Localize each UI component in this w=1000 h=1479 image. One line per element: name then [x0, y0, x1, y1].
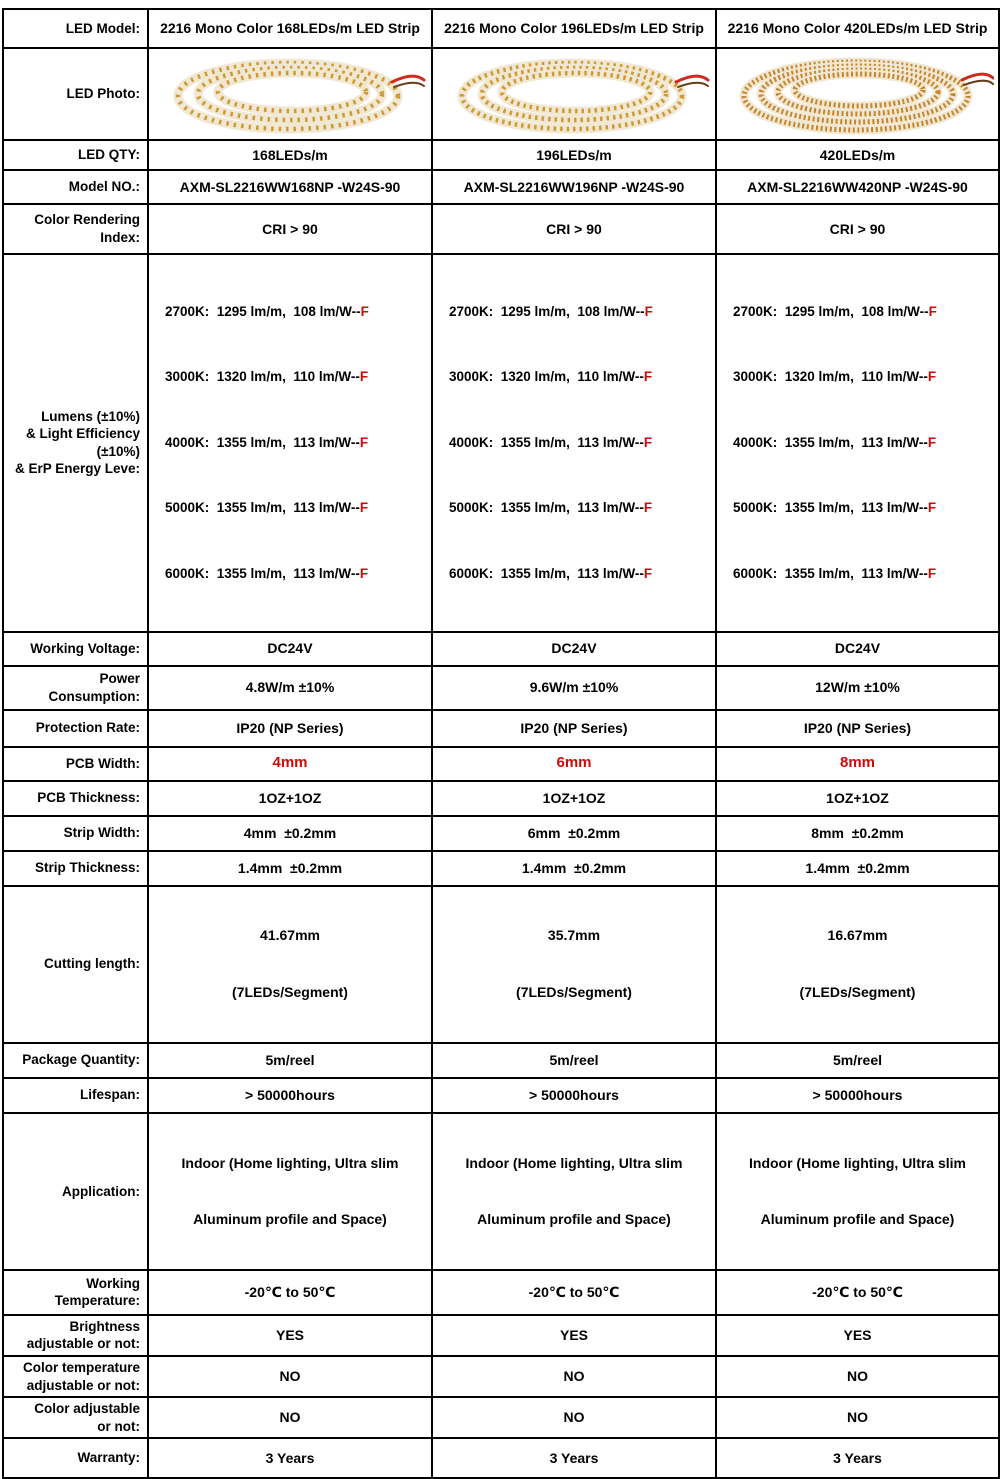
row-model-no [3, 170, 999, 204]
led-qty-col3: 420LEDs/m [716, 140, 999, 170]
label-application: Application: [3, 1113, 148, 1270]
row-warranty [3, 1438, 999, 1478]
row-voltage [3, 632, 999, 666]
row-cutting [3, 886, 999, 1043]
lumen-line: 2700K: 1295 lm/m, 108 lm/W--F [733, 303, 937, 319]
pcb-thickness-col1: 1OZ+1OZ [148, 781, 432, 816]
package-col1: 5m/reel [148, 1043, 432, 1078]
cutting-segment: (7LEDs/Segment) [232, 984, 348, 1001]
working-temp-col2: -20℃ to 50℃ [432, 1270, 716, 1315]
row-led-photo [3, 48, 999, 140]
label-strip-thickness: Strip Thickness: [3, 851, 148, 886]
row-color-temp-adjustable [3, 1356, 999, 1397]
cutting-col1 [148, 886, 432, 1043]
cutting-value: 16.67mm [827, 927, 888, 944]
color-temp-col3: NO [716, 1356, 999, 1397]
photo-col2 [432, 48, 716, 140]
application-col1 [148, 1113, 432, 1270]
color-adj-col3: NO [716, 1397, 999, 1438]
label-lumens-line4: & ErP Energy Leve: [14, 461, 140, 477]
strip-thickness-col1: 1.4mm ±0.2mm [148, 851, 432, 886]
strip-thickness-col2: 1.4mm ±0.2mm [432, 851, 716, 886]
brightness-col2: YES [432, 1315, 716, 1356]
protection-col2: IP20 (NP Series) [432, 710, 716, 747]
lumen-line: 2700K: 1295 lm/m, 108 lm/W--F [165, 303, 369, 319]
application-line2: Aluminum profile and Space) [477, 1211, 671, 1228]
warranty-col2: 3 Years [432, 1438, 716, 1478]
label-brightness-adjustable [3, 1315, 148, 1356]
row-led-qty [3, 140, 999, 170]
cutting-col3 [716, 886, 999, 1043]
spec-table [2, 8, 1000, 1479]
photo-col3 [716, 48, 999, 140]
color-temp-col2: NO [432, 1356, 716, 1397]
lifespan-col1: > 50000hours [148, 1078, 432, 1113]
row-power [3, 666, 999, 710]
model-no-col3: AXM-SL2216WW420NP -W24S-90 [716, 170, 999, 204]
model-no-col1: AXM-SL2216WW168NP -W24S-90 [148, 170, 432, 204]
strip-width-col3: 8mm ±0.2mm [716, 816, 999, 851]
power-col3: 12W/m ±10% [716, 666, 999, 710]
strip-width-col1: 4mm ±0.2mm [148, 816, 432, 851]
lumen-line: 4000K: 1355 lm/m, 113 lm/W--F [733, 434, 937, 450]
label-lumens-line2: & Light Efficiency [25, 426, 140, 442]
row-lumens [3, 254, 999, 632]
label-color-temp-line2: adjustable or not: [26, 1377, 140, 1393]
model-no-col2: AXM-SL2216WW196NP -W24S-90 [432, 170, 716, 204]
label-lumens-line1: Lumens (±10%) [41, 408, 140, 424]
row-lifespan [3, 1078, 999, 1113]
label-brightness-line1: Brightness [69, 1318, 140, 1334]
row-led-model [3, 9, 999, 48]
row-application [3, 1113, 999, 1270]
led-qty-col1: 168LEDs/m [148, 140, 432, 170]
package-col2: 5m/reel [432, 1043, 716, 1078]
lifespan-col3: > 50000hours [716, 1078, 999, 1113]
label-model-no: Model NO.: [3, 170, 148, 204]
lumen-line: 5000K: 1355 lm/m, 113 lm/W--F [449, 500, 653, 516]
row-pcb-width [3, 747, 999, 781]
label-warranty: Warranty: [3, 1438, 148, 1478]
label-working-temp-line2: Temperature: [54, 1293, 140, 1309]
cri-col2: CRI > 90 [432, 204, 716, 254]
led-strip-coil-icon [722, 52, 994, 136]
lumen-line: 6000K: 1355 lm/m, 113 lm/W--F [449, 566, 653, 582]
pcb-thickness-col3: 1OZ+1OZ [716, 781, 999, 816]
label-voltage: Working Voltage: [3, 632, 148, 666]
label-color-temp-adjustable [3, 1356, 148, 1397]
application-line2: Aluminum profile and Space) [193, 1211, 387, 1228]
row-pcb-thickness [3, 781, 999, 816]
pcb-width-col1: 4mm [148, 747, 432, 781]
strip-thickness-col3: 1.4mm ±0.2mm [716, 851, 999, 886]
application-line2: Aluminum profile and Space) [760, 1211, 955, 1228]
label-cri-line1: Color Rendering [34, 212, 140, 228]
lumen-line: 6000K: 1355 lm/m, 113 lm/W--F [733, 566, 937, 582]
cri-col1: CRI > 90 [148, 204, 432, 254]
lumens-col2 [432, 254, 716, 632]
voltage-col1: DC24V [148, 632, 432, 666]
application-col2 [432, 1113, 716, 1270]
color-adj-col1: NO [148, 1397, 432, 1438]
label-pcb-thickness: PCB Thickness: [3, 781, 148, 816]
package-col3: 5m/reel [716, 1043, 999, 1078]
row-working-temp [3, 1270, 999, 1315]
color-temp-col1: NO [148, 1356, 432, 1397]
row-package [3, 1043, 999, 1078]
pcb-thickness-col2: 1OZ+1OZ [432, 781, 716, 816]
label-lifespan: Lifespan: [3, 1078, 148, 1113]
row-protection [3, 710, 999, 747]
cri-col3: CRI > 90 [716, 204, 999, 254]
label-pcb-width: PCB Width: [3, 747, 148, 781]
pcb-width-col3: 8mm [716, 747, 999, 781]
label-brightness-line2: adjustable or not: [26, 1336, 140, 1352]
label-lumens [3, 254, 148, 632]
row-color-adjustable [3, 1397, 999, 1438]
lifespan-col2: > 50000hours [432, 1078, 716, 1113]
color-adj-col2: NO [432, 1397, 716, 1438]
label-color-adjustable [3, 1397, 148, 1438]
photo-col1 [148, 48, 432, 140]
power-col2: 9.6W/m ±10% [432, 666, 716, 710]
label-power [3, 666, 148, 710]
application-col3 [716, 1113, 999, 1270]
lumen-line: 3000K: 1320 lm/m, 110 lm/W--F [449, 369, 653, 385]
lumen-line: 4000K: 1355 lm/m, 113 lm/W--F [449, 434, 653, 450]
pcb-width-col2: 6mm [432, 747, 716, 781]
lumens-col1 [148, 254, 432, 632]
brightness-col1: YES [148, 1315, 432, 1356]
cutting-value: 41.67mm [260, 927, 320, 944]
application-line1: Indoor (Home lighting, Ultra slim [465, 1154, 683, 1171]
lumen-line: 3000K: 1320 lm/m, 110 lm/W--F [733, 369, 937, 385]
label-color-adj-line2: or not: [97, 1418, 140, 1434]
power-col1: 4.8W/m ±10% [148, 666, 432, 710]
label-color-temp-line1: Color temperature [22, 1359, 140, 1375]
cutting-segment: (7LEDs/Segment) [516, 984, 632, 1001]
label-cutting: Cutting length: [3, 886, 148, 1043]
label-lumens-line3: (±10%) [96, 443, 140, 459]
label-led-qty: LED QTY: [3, 140, 148, 170]
label-power-line1: Power [99, 671, 140, 687]
working-temp-col3: -20℃ to 50℃ [716, 1270, 999, 1315]
lumen-line: 6000K: 1355 lm/m, 113 lm/W--F [165, 566, 369, 582]
lumen-line: 5000K: 1355 lm/m, 113 lm/W--F [165, 500, 369, 516]
lumens-col3 [716, 254, 999, 632]
row-strip-thickness [3, 851, 999, 886]
row-brightness-adjustable [3, 1315, 999, 1356]
label-strip-width: Strip Width: [3, 816, 148, 851]
led-qty-col2: 196LEDs/m [432, 140, 716, 170]
application-line1: Indoor (Home lighting, Ultra slim [181, 1154, 399, 1171]
strip-width-col2: 6mm ±0.2mm [432, 816, 716, 851]
protection-col3: IP20 (NP Series) [716, 710, 999, 747]
warranty-col3: 3 Years [716, 1438, 999, 1478]
lumen-line: 3000K: 1320 lm/m, 110 lm/W--F [165, 369, 369, 385]
lumen-line: 2700K: 1295 lm/m, 108 lm/W--F [449, 303, 653, 319]
label-working-temp [3, 1270, 148, 1315]
led-strip-coil-icon [438, 52, 710, 136]
brightness-col3: YES [716, 1315, 999, 1356]
model-title-col1: 2216 Mono Color 168LEDs/m LED Strip [148, 9, 432, 48]
lumen-line: 4000K: 1355 lm/m, 113 lm/W--F [165, 434, 369, 450]
cutting-col2 [432, 886, 716, 1043]
lumen-line: 5000K: 1355 lm/m, 113 lm/W--F [733, 500, 937, 516]
working-temp-col1: -20℃ to 50℃ [148, 1270, 432, 1315]
row-cri [3, 204, 999, 254]
label-led-model: LED Model: [3, 9, 148, 48]
warranty-col1: 3 Years [148, 1438, 432, 1478]
label-power-line2: Consumption: [48, 688, 140, 704]
voltage-col3: DC24V [716, 632, 999, 666]
cutting-segment: (7LEDs/Segment) [799, 984, 916, 1001]
model-title-col3: 2216 Mono Color 420LEDs/m LED Strip [716, 9, 999, 48]
application-line1: Indoor (Home lighting, Ultra slim [749, 1154, 966, 1171]
label-working-temp-line1: Working [86, 1275, 140, 1291]
led-strip-coil-icon [154, 52, 426, 136]
label-cri-line2: Index: [100, 230, 140, 245]
voltage-col2: DC24V [432, 632, 716, 666]
label-color-adj-line1: Color adjustable [34, 1401, 140, 1417]
label-cri [3, 204, 148, 254]
label-led-photo: LED Photo: [3, 48, 148, 140]
protection-col1: IP20 (NP Series) [148, 710, 432, 747]
row-strip-width [3, 816, 999, 851]
model-title-col2: 2216 Mono Color 196LEDs/m LED Strip [432, 9, 716, 48]
cutting-value: 35.7mm [547, 927, 601, 944]
label-protection: Protection Rate: [3, 710, 148, 747]
label-package: Package Quantity: [3, 1043, 148, 1078]
